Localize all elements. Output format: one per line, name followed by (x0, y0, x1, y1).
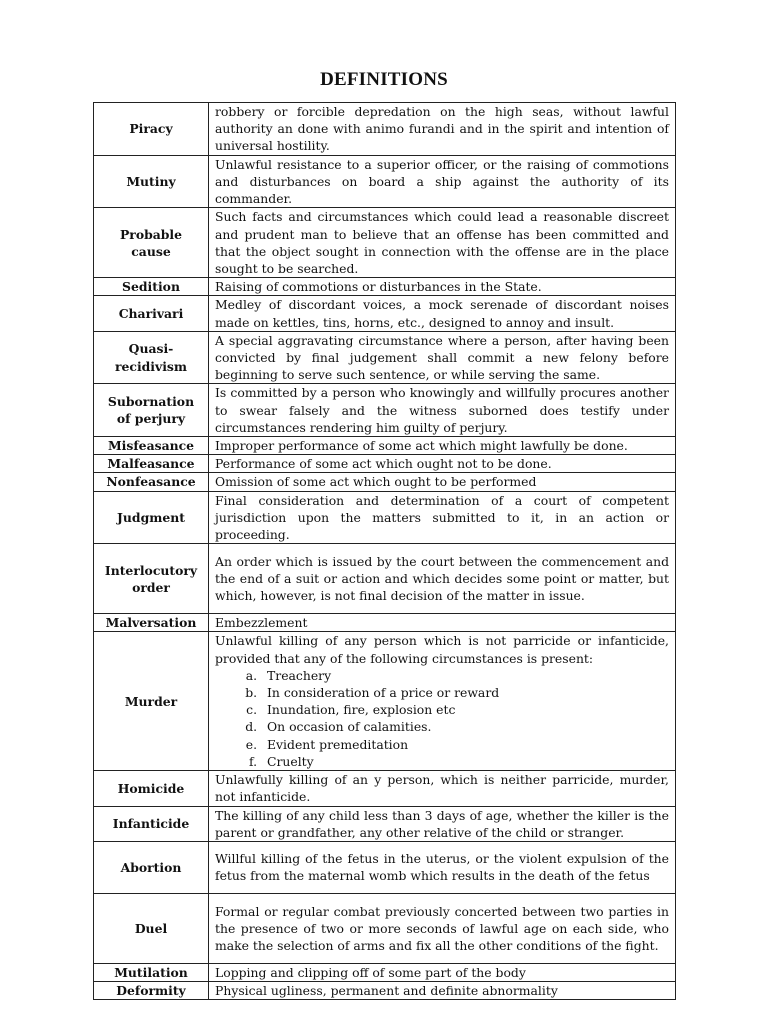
definition-row-misfeasance (94, 437, 676, 455)
term-cell: Quasi-recidivism (94, 331, 209, 384)
definition-cell (209, 632, 676, 771)
definition-row-homicide (94, 771, 676, 806)
term-cell: Infanticide (94, 806, 209, 841)
definition-cell: A special aggravating circumstance where a person, after having been convicted by final judgement shall commit a new felony before beginning to serve such sentence, or while serving the same. (209, 331, 676, 384)
definition-row-sedition (94, 278, 676, 296)
definition-row-malversation (94, 614, 676, 632)
definition-row-quasi-recidivism (94, 331, 676, 384)
definition-row-duel (94, 893, 676, 963)
definition-cell: Such facts and circumstances which could lead a reasonable discreet and prudent man to believe that an offense has been committed and that the object sought in connection with the offense are in the place sought to be searched. (209, 208, 676, 278)
term-cell: Homicide (94, 771, 209, 806)
term-cell: Sedition (94, 278, 209, 296)
definition-cell: robbery or forcible depredation on the high seas, without lawful authority an done with animo furandi and in the spirit and intention of universal hostility. (209, 103, 676, 156)
term-cell: Judgment (94, 491, 209, 544)
definition-row-probable-cause (94, 208, 676, 278)
page-title: DEFINITIONS (320, 69, 448, 90)
definition-cell: Physical ugliness, permanent and definite abnormality (209, 982, 676, 1000)
list-item: b. In consideration of a price or reward (261, 684, 669, 701)
definition-row-piracy (94, 103, 676, 156)
definition-row-nonfeasance (94, 473, 676, 491)
definition-cell: The killing of any child less than 3 days of age, whether the killer is the parent or grandfather, any other relative of the child or stranger. (209, 806, 676, 841)
list-item: a. Treachery (261, 667, 669, 684)
definition-cell: Unlawfully killing of an y person, which is neither parricide, murder, not infanticide. (209, 771, 676, 806)
list-item: c. Inundation, fire, explosion etc (261, 701, 669, 718)
term-cell: Interlocutory order (94, 544, 209, 614)
term-cell: Deformity (94, 982, 209, 1000)
definition-cell: Final consideration and determination of a court of competent jurisdiction upon the matters submitted to it, in an action or proceeding. (209, 491, 676, 544)
term-cell: Charivari (94, 296, 209, 331)
murder-circumstances-list (215, 667, 669, 770)
definition-cell: An order which is issued by the court between the commencement and the end of a suit or action and which decides some point or matter, but which, however, is not final decision of the matter in issue. (209, 544, 676, 614)
definition-row-charivari (94, 296, 676, 331)
term-cell: Malfeasance (94, 455, 209, 473)
term-cell: Probable cause (94, 208, 209, 278)
term-cell: Malversation (94, 614, 209, 632)
term-cell: Piracy (94, 103, 209, 156)
definition-row-malfeasance (94, 455, 676, 473)
definition-cell: Formal or regular combat previously concerted between two parties in the presence of two or more seconds of lawful age on each side, who make the selection of arms and fix all the other conditions of the fight. (209, 893, 676, 963)
definition-row-murder (94, 632, 676, 771)
definition-cell: Embezzlement (209, 614, 676, 632)
definition-row-abortion (94, 841, 676, 893)
definition-row-subornation-of-perjury (94, 384, 676, 437)
term-cell: Subornation of perjury (94, 384, 209, 437)
definition-row-judgment (94, 491, 676, 544)
term-cell: Murder (94, 632, 209, 771)
definition-cell: Unlawful resistance to a superior officer, or the raising of commotions and disturbances on board a ship against the authority of its commander. (209, 155, 676, 208)
definition-cell: Raising of commotions or disturbances in the State. (209, 278, 676, 296)
definition-cell: Omission of some act which ought to be performed (209, 473, 676, 491)
definition-row-infanticide (94, 806, 676, 841)
definition-cell: Is committed by a person who knowingly and willfully procures another to swear falsely and the witness suborned does testify under circumstances rendering him guilty of perjury. (209, 384, 676, 437)
definition-cell: Improper performance of some act which might lawfully be done. (209, 437, 676, 455)
definition-cell: Performance of some act which ought not to be done. (209, 455, 676, 473)
list-item: e. Evident premeditation (261, 736, 669, 753)
term-cell: Misfeasance (94, 437, 209, 455)
term-cell: Mutiny (94, 155, 209, 208)
definition-row-mutiny (94, 155, 676, 208)
definitions-table (93, 102, 676, 1000)
murder-definition-text: Unlawful killing of any person which is not parricide or infanticide, provided that any of the following circumstances is present: (215, 633, 669, 666)
term-cell: Abortion (94, 841, 209, 893)
definition-row-mutilation (94, 963, 676, 981)
list-item: d. On occasion of calamities. (261, 718, 669, 735)
term-cell: Duel (94, 893, 209, 963)
term-cell: Mutilation (94, 963, 209, 981)
definition-cell: Medley of discordant voices, a mock serenade of discordant noises made on kettles, tins, horns, etc., designed to annoy and insult. (209, 296, 676, 331)
definition-cell: Lopping and clipping off of some part of the body (209, 963, 676, 981)
term-cell: Nonfeasance (94, 473, 209, 491)
definition-row-deformity (94, 982, 676, 1000)
definition-cell: Willful killing of the fetus in the uterus, or the violent expulsion of the fetus from the maternal womb which results in the death of the fetus (209, 841, 676, 893)
definition-row-interlocutory-order (94, 544, 676, 614)
list-item: f. Cruelty (261, 753, 669, 770)
